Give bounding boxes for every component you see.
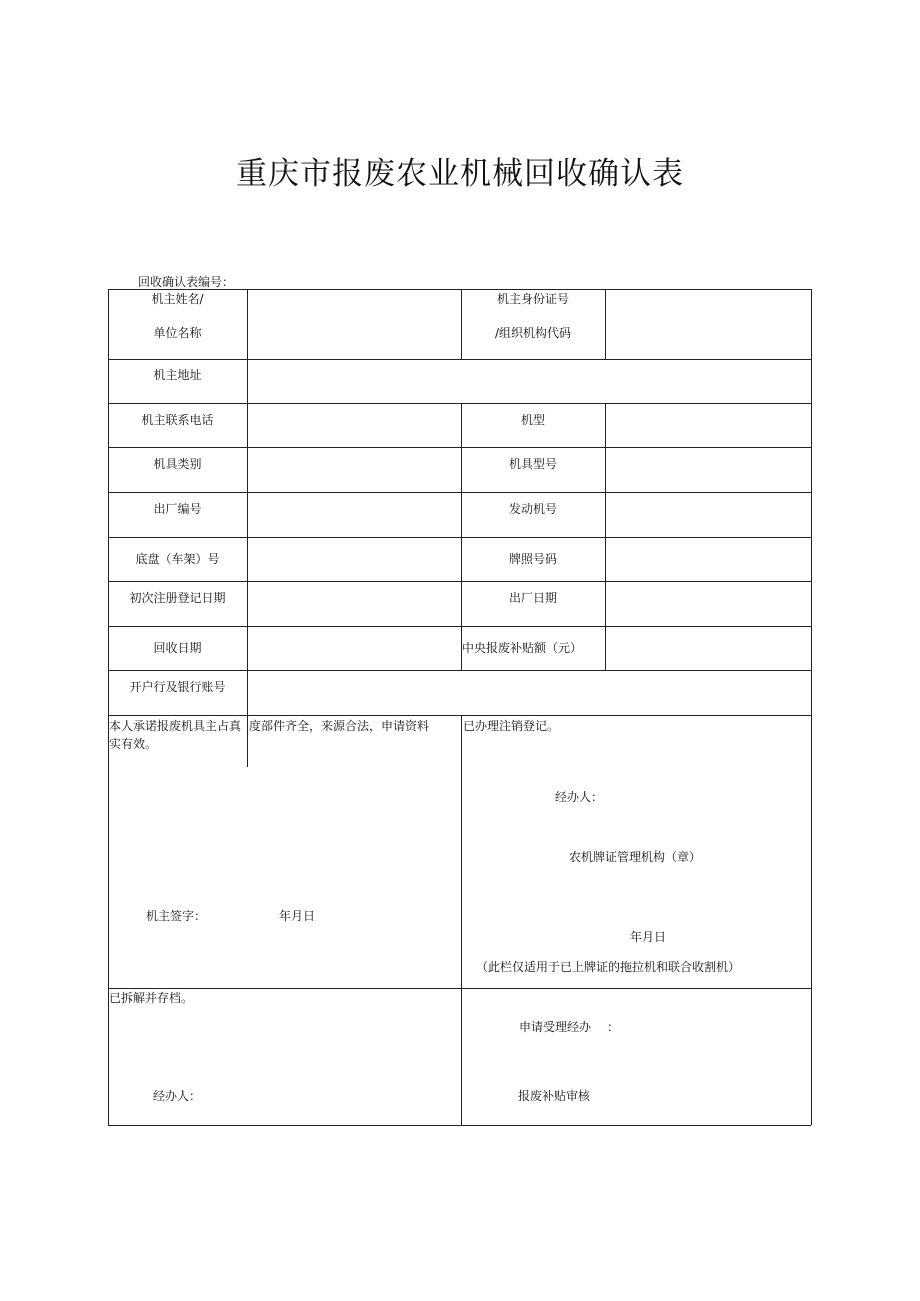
row-divider	[108, 447, 811, 448]
license-agency-label: 农机牌证管理机构（章）	[569, 850, 702, 864]
deregistration-text: 已办理注销登记。	[463, 719, 560, 733]
column-divider	[247, 715, 248, 767]
owner-phone-label: 机主联系电话	[141, 413, 214, 427]
column-divider	[461, 403, 462, 670]
dismantle-handler-label: 经办人：	[153, 1089, 202, 1103]
bank-account-label: 开户行及银行账号	[129, 680, 226, 694]
row-divider	[108, 715, 811, 716]
owner-id-label: 机主身份证号	[496, 292, 569, 306]
row-divider	[108, 988, 811, 989]
row-divider	[108, 492, 811, 493]
pledge-date-label: 年月日	[279, 909, 316, 923]
table-border-top	[108, 289, 811, 290]
central-subsidy-label: 中央报废补贴额（元）	[462, 641, 583, 655]
dismantle-text: 已拆解并存档。	[109, 991, 194, 1005]
form-number-label: 回收确认表编号：	[138, 275, 235, 289]
factory-number-label: 出厂编号	[153, 502, 202, 516]
owner-name-label: 机主姓名/	[151, 292, 204, 306]
table-border-bottom	[108, 1125, 811, 1126]
machine-model-label: 机具型号	[508, 457, 557, 471]
recycle-date-label: 回收日期	[153, 641, 202, 655]
row-divider	[108, 670, 811, 671]
plate-number-label: 牌照号码	[508, 552, 557, 566]
model-label: 机型	[520, 413, 545, 427]
application-handler-label: 申请受理经办	[519, 1020, 592, 1034]
row-divider	[108, 537, 811, 538]
deregistration-handler-label: 经办人：	[555, 790, 604, 804]
chassis-number-label: 底盘（车架）号	[135, 552, 220, 566]
application-handler-colon: ：	[607, 1020, 620, 1034]
subsidy-review-label: 报废补贴审核	[518, 1089, 591, 1103]
unit-name-label: 单位名称	[153, 326, 202, 340]
owner-address-label: 机主地址	[153, 368, 202, 382]
category-label: 机具类别	[153, 457, 202, 471]
confirmation-form-table	[108, 289, 811, 1125]
row-divider	[108, 581, 811, 582]
deregistration-note: （此栏仅适用于已上牌证的拖拉机和联合收割机）	[476, 960, 741, 974]
column-divider	[247, 359, 248, 403]
column-divider	[605, 289, 606, 359]
row-divider	[108, 403, 811, 404]
engine-number-label: 发动机号	[508, 502, 557, 516]
org-code-label: /组织机构代码	[494, 326, 572, 340]
column-divider	[461, 715, 462, 1125]
column-divider	[605, 403, 606, 670]
first-registration-date-label: 初次注册登记日期	[129, 591, 226, 605]
form-title: 重庆市报废农业机械回收确认表	[236, 156, 684, 192]
column-divider	[247, 289, 248, 359]
table-border-right	[811, 289, 812, 1125]
deregistration-date-label: 年月日	[630, 930, 667, 944]
column-divider	[247, 403, 248, 670]
row-divider	[108, 626, 811, 627]
pledge-text-line-c: 度部件齐全，来源合法，申请资料	[249, 719, 430, 733]
column-divider	[247, 670, 248, 715]
pledge-text-line-a: 本人承诺报废机具主占真	[109, 719, 242, 733]
pledge-text-line-b: 实有效。	[109, 737, 158, 751]
owner-signature-label: 机主签字：	[146, 909, 207, 923]
row-divider	[108, 359, 811, 360]
factory-date-label: 出厂日期	[508, 591, 557, 605]
